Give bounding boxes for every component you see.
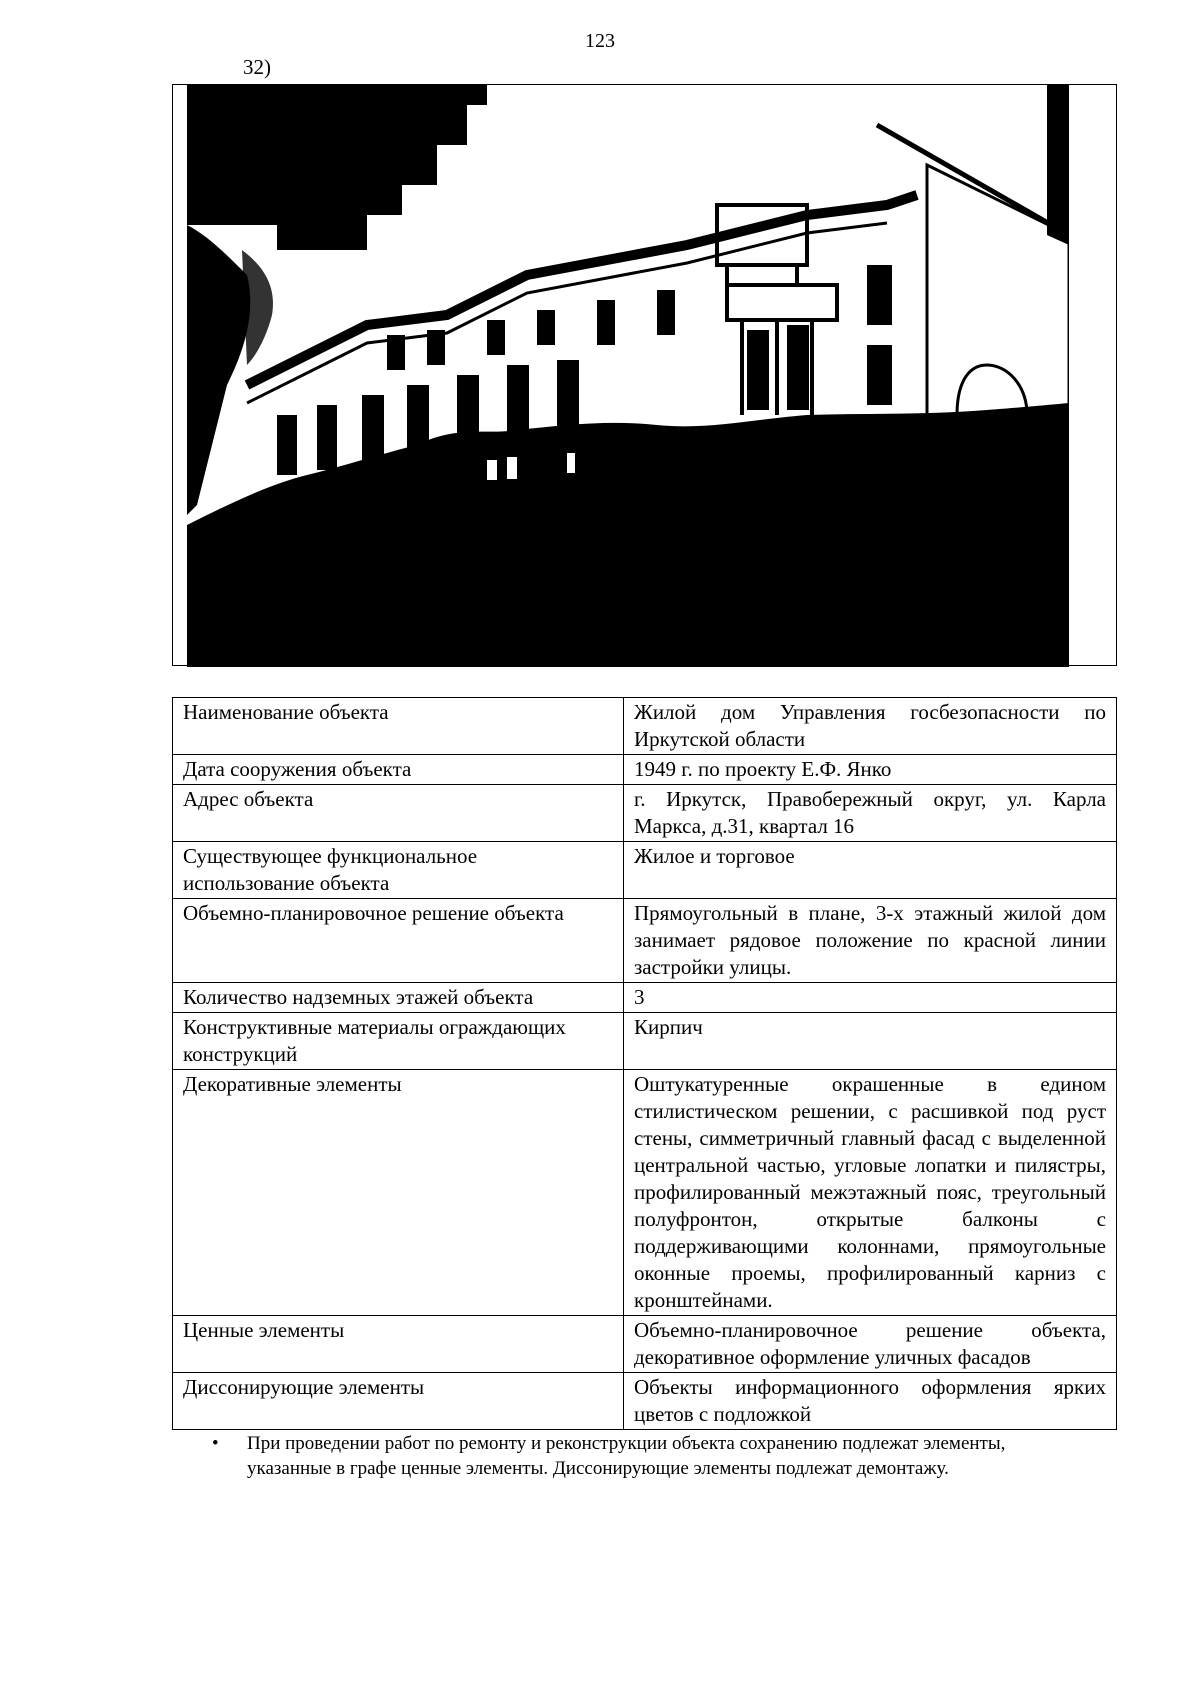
row-key: Наименование объекта — [173, 698, 624, 755]
list-item — [207, 1431, 1067, 1481]
row-key: Конструктивные материалы ограждающих конструкций — [173, 1013, 624, 1070]
table-row — [173, 1013, 1117, 1070]
row-value: Жилой дом Управления госбезопасности по Иркутской области — [624, 698, 1117, 755]
table-row — [173, 1070, 1117, 1316]
table-row — [173, 1316, 1117, 1373]
row-value: Прямоугольный в плане, 3-х этажный жилой дом занимает рядовое положение по красной линии застройки улицы. — [624, 899, 1117, 983]
table-row — [173, 1373, 1117, 1430]
row-key: Дата сооружения объекта — [173, 755, 624, 785]
row-value: г. Иркутск, Правобережный округ, ул. Карла Маркса, д.31, квартал 16 — [624, 785, 1117, 842]
table-row — [173, 785, 1117, 842]
row-value: 3 — [624, 983, 1117, 1013]
bullet-icon: • — [212, 1433, 219, 1454]
building-photo-image — [187, 85, 1069, 667]
row-key: Диссонирующие элементы — [173, 1373, 624, 1430]
row-value: 1949 г. по проекту Е.Ф. Янко — [624, 755, 1117, 785]
figure-label: 32) — [243, 55, 271, 79]
row-value: Оштукатуренные окрашенные в едином стилистическом решении, с расшивкой под руст стены, симметричный главный фасад с выделенной центральной частью, угловые лопатки и пилястры, профилированный межэтажный пояс, треугольный полуфронтон, открытые балконы с поддерживающими колоннами, прямоугольные оконные проемы, профилированный карниз с кронштейнами. — [624, 1070, 1117, 1316]
row-key: Декоративные элементы — [173, 1070, 624, 1316]
row-value: Объемно-планировочное решение объекта, декоративное оформление уличных фасадов — [624, 1316, 1117, 1373]
page-number: 123 — [585, 30, 615, 52]
row-value: Объекты информационного оформления ярких цветов с подложкой — [624, 1373, 1117, 1430]
note-text: При проведении работ по ремонту и реконструкции объекта сохранению подлежат элементы, указанные в графе ценные элементы. Диссонирующие элементы подлежат демонтажу. — [247, 1433, 1006, 1479]
table-row — [173, 698, 1117, 755]
object-info-table — [172, 697, 1117, 1430]
row-key: Количество надземных этажей объекта — [173, 983, 624, 1013]
row-key: Объемно-планировочное решение объекта — [173, 899, 624, 983]
table-row — [173, 899, 1117, 983]
notes-list — [207, 1431, 1067, 1481]
row-key: Ценные элементы — [173, 1316, 624, 1373]
table-row — [173, 983, 1117, 1013]
row-value: Жилое и торговое — [624, 842, 1117, 899]
row-key: Адрес объекта — [173, 785, 624, 842]
table-row — [173, 755, 1117, 785]
row-key: Существующее функциональное использование объекта — [173, 842, 624, 899]
table-row — [173, 842, 1117, 899]
building-photo — [172, 84, 1117, 666]
row-value: Кирпич — [624, 1013, 1117, 1070]
